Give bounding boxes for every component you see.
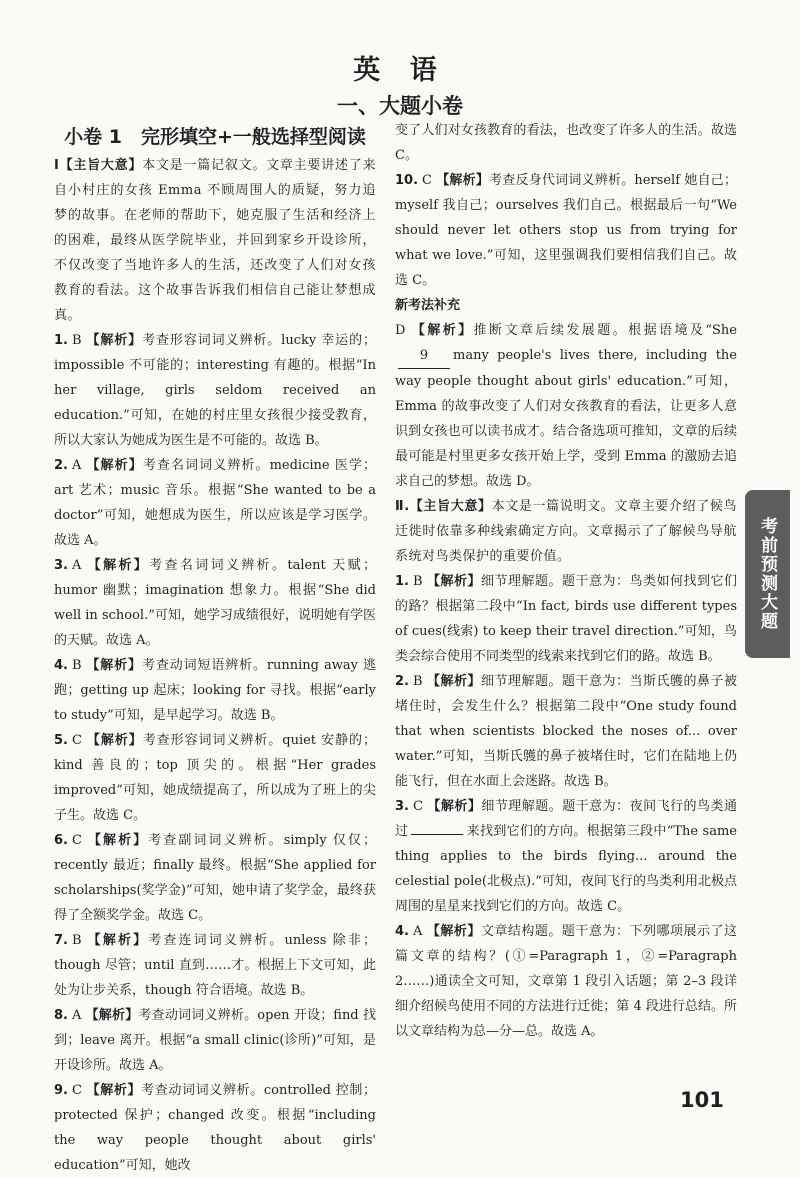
new-method-item xyxy=(395,318,737,494)
item-tag: 【解析】 xyxy=(85,933,149,948)
new-method-heading: 新考法补充 xyxy=(395,298,461,313)
item-explanation: 考查形容词词义辨析。lucky 幸运的；impossible 不可能的；interesting 有趣的。根据“In her village, girls seldom received an education.”可知，在她的村庄里女孩很少接受教育，所以大家认为她成为医生是不可能的。故选 B。 xyxy=(54,333,376,448)
answer-item-1 xyxy=(54,328,376,453)
item-tag: 【解析】 xyxy=(85,458,143,473)
item-tag: 【解析】 xyxy=(85,658,142,673)
item-explanation: 考查动词短语辨析。running away 逃跑；getting up 起床；looking for 寻找。根据“early to study”可知，是早起学习。故选 B。 xyxy=(54,658,376,723)
item-tag: 【解析】 xyxy=(85,333,143,348)
item-number: 10. xyxy=(395,173,419,188)
item-explanation: 细节理解题。题干意为：当斯氏鹱的鼻子被堵住时，会发生什么？根据第二段中“One study found that when scientists blocked the noses of... over water.”可知，当斯氏鹱的鼻子被堵住时，它们在陆地上仍能飞行，但在水面上会迷路。故选 B。 xyxy=(395,674,737,789)
item-explanation: 考查名词词义辨析。medicine 医学；art 艺术；music 音乐。根据“She wanted to be a doctor”可知，她想成为医生，所以应该是学习医学。故选 A。 xyxy=(54,458,376,548)
answer-item-8 xyxy=(54,1003,376,1078)
reading-item-1 xyxy=(395,569,737,669)
item-explanation: 推断文章后续发展题。根据语境及“She xyxy=(473,323,737,338)
item-answer: C xyxy=(71,833,82,848)
page-subtitle: 一、大题小卷 xyxy=(337,94,463,118)
item-answer: A xyxy=(71,1008,82,1023)
reading-item-3 xyxy=(395,794,737,919)
summary-text: 本文是一篇说明文。文章主要介绍了候鸟迁徙时依靠多种线索确定方向。文章揭示了了解候鸟导航系统对鸟类保护的重要价值。 xyxy=(395,499,737,564)
item-tag: 【解析】 xyxy=(85,558,150,573)
summary-text: 本文是一篇记叙文。文章主要讲述了来自小村庄的女孩 Emma 不顾周围人的质疑，努力追梦的故事。在老师的帮助下，她克服了生活和经济上的困难，最终从医学院毕业，并回到家乡开设诊所，不仅改变了当地许多人的生活，还改变了人们对女孩教育的看法。这个故事告诉我们相信自己能让梦想成真。 xyxy=(54,158,376,323)
item-tag: 【解析】 xyxy=(435,173,490,188)
item-number: 2. xyxy=(395,674,409,689)
item-answer: C xyxy=(412,799,423,814)
item-answer: B xyxy=(412,674,423,689)
item-explanation: 考查副词词义辨析。simply 仅仅；recently 最近；finally 最终。根据“She applied for scholarships(奖学金)”可知，她申请了奖学金，最终获得了全额奖学金。故选 C。 xyxy=(54,833,376,923)
answer-item-10 xyxy=(395,168,737,293)
item-explanation: 考查名词词义辨析。talent 天赋；humor 幽默；imagination 想象力。根据“She did well in school.”可知，她学习成绩很好，说明她有学医的天赋。故选 A。 xyxy=(54,558,376,648)
item-explanation: 考查动词词义辨析。open 开设；find 找到；leave 离开。根据“a small clinic(诊所)”可知，是开设诊所。故选 A。 xyxy=(54,1008,376,1073)
item-explanation: 考查反身代词词义辨析。herself 她自己；myself 我自己；ourselves 我们自己。根据最后一句“We should never let others stop us from trying for what we love.”可知，这里强调我们要相信我们自己。故选 C。 xyxy=(395,173,737,288)
item-explanation: 考查动词词义辨析。controlled 控制；protected 保护；changed 改变。根据“including the way people thought about girls' education”可知，她改 xyxy=(54,1083,376,1173)
item-number: 4. xyxy=(54,658,68,673)
item-explanation-cont: many people's lives there, including the way people thought about girls' education.”可知，Emma 的故事改变了人们对女孩教育的看法，让更多人意识到女孩也可以读书成才。结合备选项可推知，文章的后续最可能是村里更多女孩开始上学，受到 Emma 的激励去追求自己的梦想。故选 D。 xyxy=(395,348,737,489)
reading-item-2 xyxy=(395,669,737,794)
section-heading: 小卷 1 完形填空+一般选择型阅读 xyxy=(64,126,366,148)
page-number: 101 xyxy=(680,1088,724,1112)
item-answer: C xyxy=(71,733,82,748)
answer-item-4 xyxy=(54,653,376,728)
item-answer: A xyxy=(412,924,423,939)
item-number: 7. xyxy=(54,933,68,948)
item-number: 3. xyxy=(54,558,68,573)
page-title: 英 语 xyxy=(353,55,447,86)
item-number: 5. xyxy=(54,733,68,748)
item-number: 6. xyxy=(54,833,68,848)
item-answer: D xyxy=(395,323,406,338)
answer-item-3 xyxy=(54,553,376,653)
item-number: 4. xyxy=(395,924,409,939)
item-number: 2. xyxy=(54,458,68,473)
side-tab-label: 考前预测大题 xyxy=(757,517,777,631)
item-tag: 【解析】 xyxy=(85,833,149,848)
item-explanation: 考查连词词义辨析。unless 除非；though 尽管；until 直到……才。根据上下文可知，此处为让步关系，though 符合语境。故选 B。 xyxy=(54,933,376,998)
item-number: 9. xyxy=(54,1083,68,1098)
summary-label: Ⅱ.【主旨大意】 xyxy=(395,499,492,514)
item-explanation: 细节理解题。题干意为：鸟类如何找到它们的路？根据第二段中“In fact, birds use different types of cues(线索) to keep their travel direction.”可知，鸟类会综合使用不同类型的线索来找到它们的路。故选 B。 xyxy=(395,574,737,664)
item-number: 3. xyxy=(395,799,409,814)
item-explanation: 考查形容词词义辨析。quiet 安静的；kind 善良的；top 顶尖的。根据“Her grades improved”可知，她成绩提高了，所以成为了班上的尖子生。故选 C。 xyxy=(54,733,376,823)
answer-item-7 xyxy=(54,928,376,1003)
item-answer: A xyxy=(71,558,82,573)
answer-item-5 xyxy=(54,728,376,828)
passage-summary-1 xyxy=(54,153,376,328)
item-tag: 【解析】 xyxy=(426,674,482,689)
item-number: 1. xyxy=(54,333,68,348)
item-tag: 【解析】 xyxy=(85,1008,139,1023)
item-explanation-cont: 来找到它们的方向。根据第三段中“The same thing applies to the birds flying... around the celestial pole(北极点).”可知，夜间飞行的鸟类利用北极点周围的星星来找到它们的方向。故选 C。 xyxy=(395,824,737,914)
reading-item-4 xyxy=(395,919,737,1044)
answer-item-9 xyxy=(54,1078,376,1178)
fill-blank: 9 xyxy=(398,343,450,369)
item-tag: 【解析】 xyxy=(426,574,482,589)
answer-item-6 xyxy=(54,828,376,928)
passage-summary-2 xyxy=(395,494,737,569)
item-answer: B xyxy=(71,333,82,348)
item-answer: C xyxy=(71,1083,82,1098)
item-answer: C xyxy=(422,173,432,188)
item-9-continuation: 变了人们对女孩教育的看法，也改变了许多人的生活。故选 C。 xyxy=(395,123,737,163)
item-tag: 【解析】 xyxy=(426,799,482,814)
item-tag: 【解析】 xyxy=(426,924,481,939)
item-number: 1. xyxy=(395,574,409,589)
side-tab xyxy=(745,490,790,658)
item-answer: B xyxy=(71,933,82,948)
fill-blank xyxy=(411,834,463,835)
item-explanation: 文章结构题。题干意为：下列哪项展示了这篇文章的结构？(①=Paragraph 1，②=Paragraph 2……)通读全文可知，文章第 1 段引入话题；第 2–3 段详细介绍候鸟使用不同的方法进行迁徙；第 4 段进行总结。所以文章结构为总—分—总。故选 A。 xyxy=(395,924,737,1039)
item-answer: B xyxy=(412,574,423,589)
item-answer: B xyxy=(71,658,82,673)
item-number: 8. xyxy=(54,1008,68,1023)
item-explanation: 细节理解题。题干意为：夜间飞行的鸟类通过 xyxy=(395,799,737,839)
left-column xyxy=(54,118,376,1178)
summary-label: Ⅰ【主旨大意】 xyxy=(54,158,143,173)
item-tag: 【解析】 xyxy=(85,733,143,748)
item-tag: 【解析】 xyxy=(85,1083,142,1098)
answer-item-2 xyxy=(54,453,376,553)
item-answer: A xyxy=(71,458,82,473)
right-column xyxy=(395,118,737,1044)
item-tag: 【解析】 xyxy=(409,323,474,338)
